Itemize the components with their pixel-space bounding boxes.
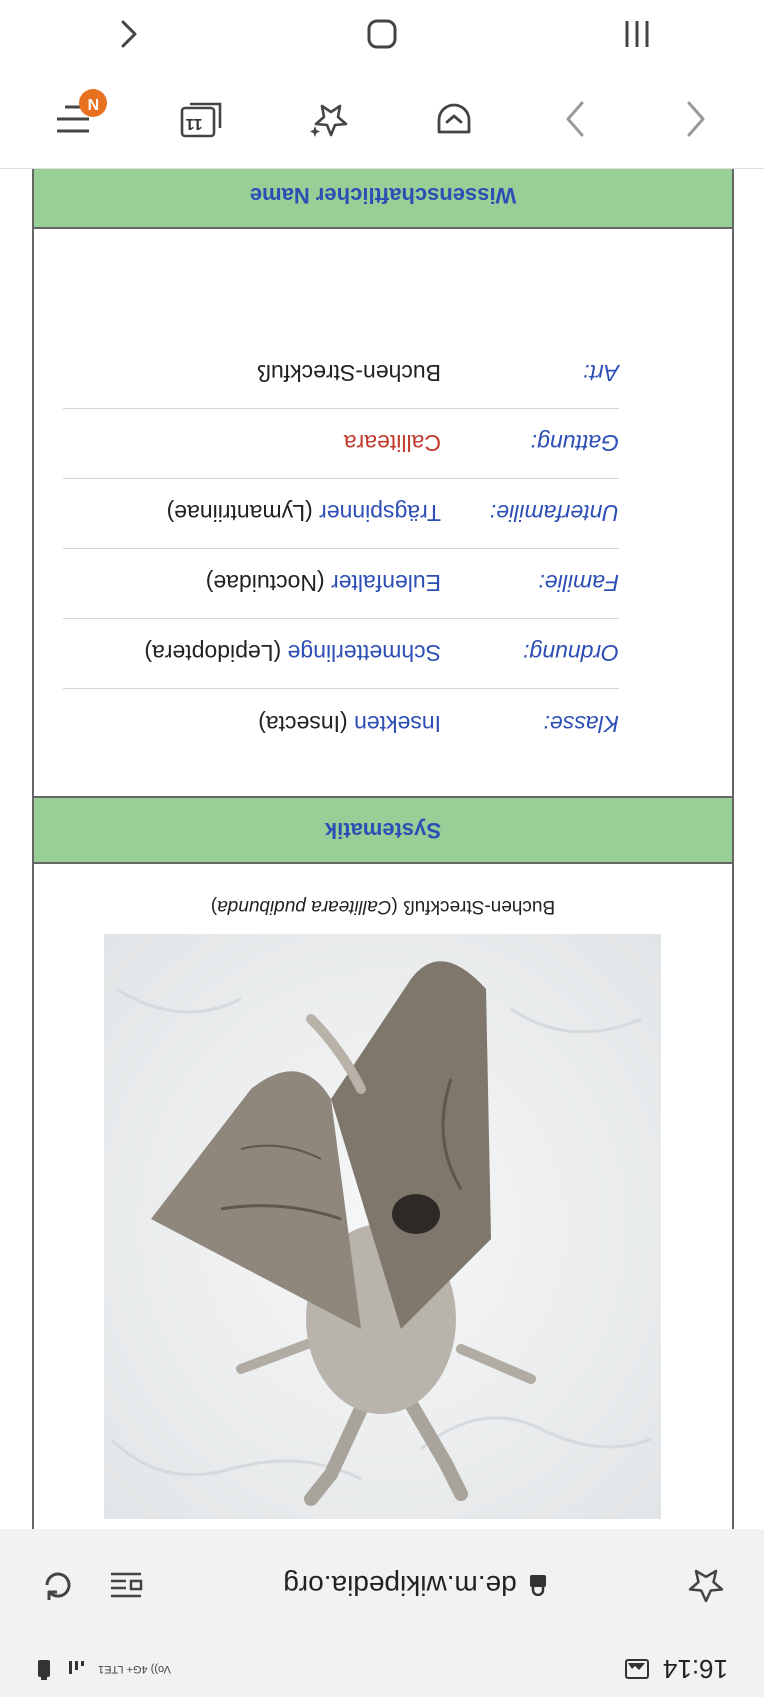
taxonomy-value <box>63 430 459 457</box>
section-systematik: Systematik <box>34 796 732 864</box>
address-bar <box>0 1529 764 1641</box>
taxonomy-row <box>63 618 619 689</box>
taxon-link[interactable]: Schmetterlinge <box>287 640 441 667</box>
recent-apps-icon[interactable] <box>619 18 655 52</box>
caption-scientific-name: Calliteara pudibunda <box>217 896 392 917</box>
taxon-latin-name: (Lepidoptera) <box>144 640 282 667</box>
taxon-link[interactable]: Eulenfalter <box>331 570 441 597</box>
taxon-latin-name: (Noctuidae) <box>205 570 325 597</box>
taxon-link[interactable]: Insekten <box>354 711 441 738</box>
taxonomy-value <box>63 640 459 667</box>
taxonomy-row <box>63 338 619 409</box>
taxon-link[interactable]: Trägspinner <box>319 500 441 527</box>
network-indicator: Vo)) 4G+ LTE1 <box>98 1663 171 1675</box>
taxonomy-value <box>63 570 459 597</box>
tabs-count: 11 <box>185 115 203 132</box>
reader-mode-icon[interactable] <box>108 1568 144 1602</box>
bottom-toolbar <box>0 0 764 169</box>
taxonomy-row <box>63 689 619 759</box>
taxobox <box>32 169 734 1529</box>
caption-common-name: Buchen-Streckfuß <box>403 896 556 917</box>
url-field[interactable] <box>144 1569 686 1601</box>
status-bar <box>0 1641 764 1697</box>
back-arrow-icon[interactable] <box>677 97 713 141</box>
taxonomy-rank: Gattung: <box>530 430 619 457</box>
pocket-save-icon[interactable] <box>433 98 475 140</box>
taxon-latin-name: (Insecta) <box>258 711 348 738</box>
image-caption: Buchen-Streckfuß (Calliteara pudibunda) <box>210 896 556 917</box>
url-text: de.m.wikipedia.org <box>283 1570 517 1601</box>
taxon-latin-name: Buchen-Streckfuß <box>256 360 441 387</box>
taxon-latin-name: (Lymantriinae) <box>166 500 313 527</box>
taxonomy-rank: Ordnung: <box>523 640 619 667</box>
taxonomy-value <box>63 360 459 387</box>
page-content <box>0 169 764 1529</box>
menu-button[interactable] <box>51 95 100 139</box>
section-wissenschaftlicher-name: Wissenschaftlicher Name <box>34 161 732 229</box>
taxonomy-row <box>63 408 619 479</box>
taxonomy-value <box>63 500 459 527</box>
status-time: 16:14 <box>662 1654 728 1685</box>
taxonomy-rank: Klasse: <box>543 711 619 738</box>
tabs-button[interactable] <box>178 98 224 140</box>
gallery-notification-icon <box>625 1658 649 1680</box>
bookmark-star-icon[interactable] <box>686 1565 726 1605</box>
taxon-link[interactable]: Calliteara <box>343 430 441 457</box>
reload-icon[interactable] <box>38 1565 78 1605</box>
taxonomy-rank: Art: <box>583 360 619 387</box>
signal-icon <box>64 1660 86 1678</box>
clean-sparkle-star-icon[interactable] <box>307 97 351 141</box>
lock-icon <box>529 1574 547 1596</box>
taxonomy-rank: Familie: <box>538 570 619 597</box>
system-back-icon[interactable] <box>109 17 145 53</box>
home-icon[interactable] <box>364 17 400 53</box>
taxonomy-row <box>63 548 619 619</box>
forward-arrow-icon[interactable] <box>558 97 594 141</box>
battery-icon <box>36 1658 52 1680</box>
moth-image[interactable] <box>104 934 661 1519</box>
taxonomy-rank: Unterfamilie: <box>489 500 619 527</box>
taxonomy-value <box>63 711 459 738</box>
taxonomy-row <box>63 478 619 549</box>
notification-badge: N <box>79 89 107 117</box>
